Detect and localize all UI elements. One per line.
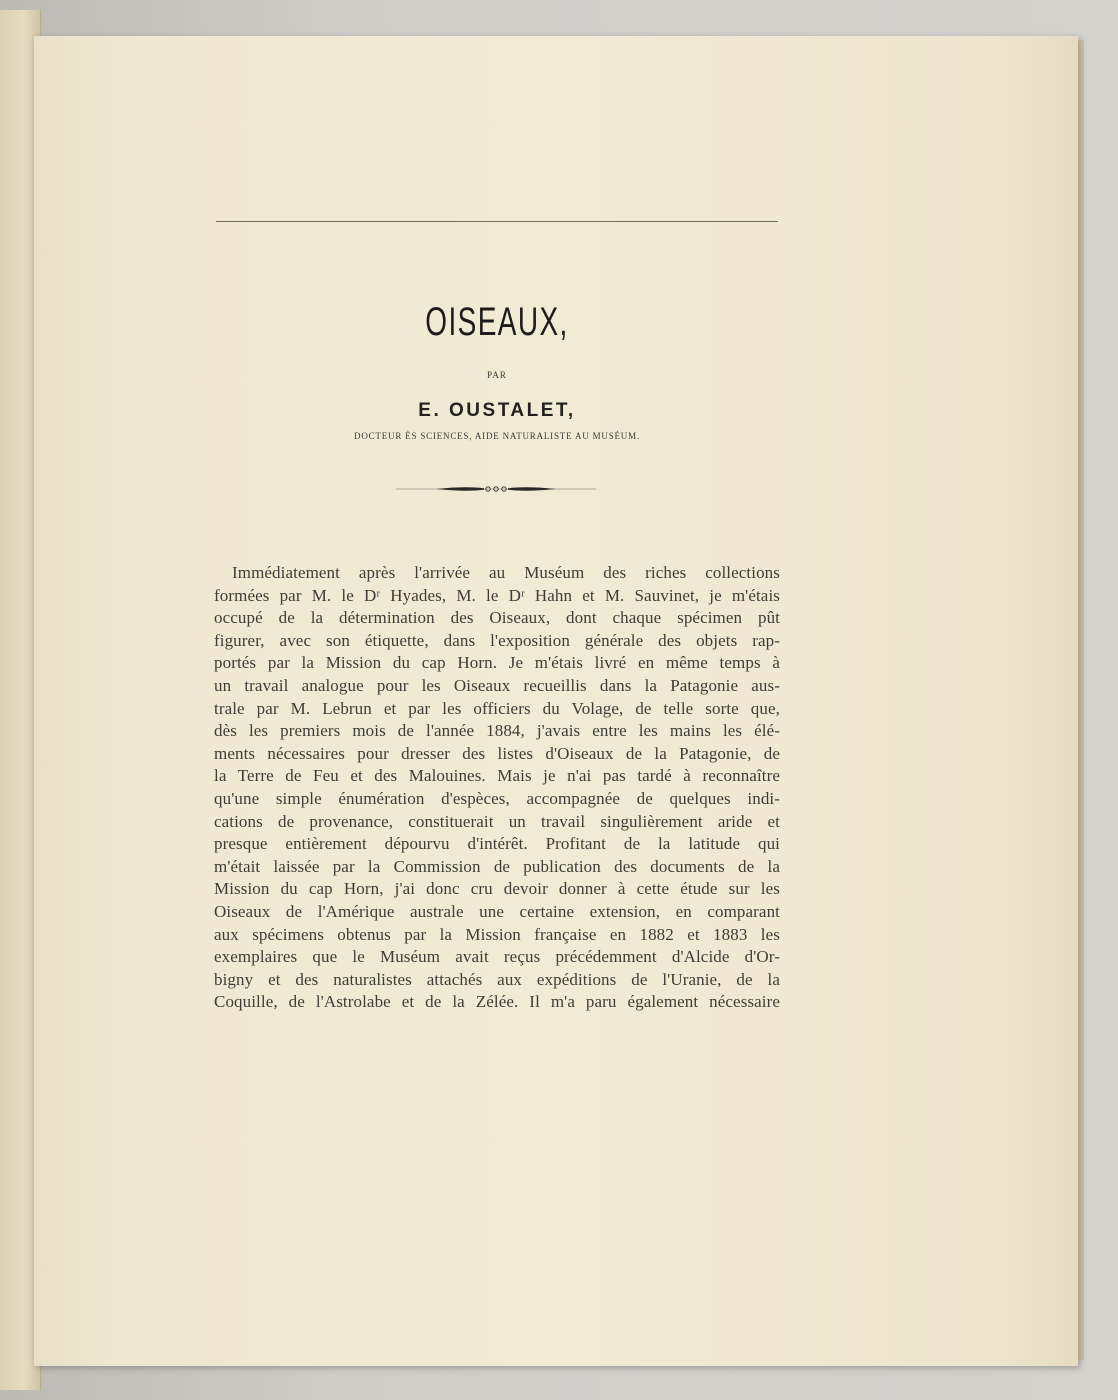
- header-rule: [216, 221, 778, 222]
- author-credentials: DOCTEUR ÈS SCIENCES, AIDE NATURALISTE AU MUSÉUM.: [354, 431, 640, 441]
- text-line: Coquille, de l'Astrolabe et de la Zélée. Il m'a paru également nécessaire: [214, 992, 780, 1012]
- text-line: la Terre de Feu et des Malouines. Mais je n'ai pas tardé à reconnaître: [214, 766, 780, 786]
- text-line: portés par la Mission du cap Horn. Je m'étais livré en même temps à: [214, 653, 780, 673]
- text-line: Immédiatement après l'arrivée au Muséum des riches collections: [232, 563, 780, 582]
- text-line: exemplaires que le Muséum avait reçus précédemment d'Alcide d'Or-: [214, 947, 780, 967]
- text-line: un travail analogue pour les Oiseaux recueillis dans la Patagonie aus-: [214, 675, 780, 695]
- text-line: presque entièrement dépourvu d'intérêt. Profitant de la latitude qui: [214, 834, 780, 854]
- text-line: trale par M. Lebrun et par les officiers du Volage, de telle sorte que,: [214, 698, 780, 718]
- text-line: bigny et des naturalistes attachés aux expéditions de l'Uranie, de la: [214, 969, 780, 989]
- text-line: formées par M. le Dʳ Hyades, M. le Dʳ Hahn et M. Sauvinet, je m'étais: [214, 585, 780, 605]
- text-line: ments nécessaires pour dresser des listes d'Oiseaux de la Patagonie, de: [214, 743, 780, 763]
- fleuron-rule-icon: [396, 482, 596, 496]
- text-line: Oiseaux de l'Amérique australe une certaine extension, en comparant: [214, 901, 780, 921]
- body-paragraph: [214, 562, 780, 1014]
- author-name: E. OUSTALET,: [418, 400, 576, 421]
- text-line: dès les premiers mois de l'année 1884, j'avais entre les mains les élé-: [214, 721, 780, 741]
- text-line: cations de provenance, constituerait un travail singulièrement aride et: [214, 811, 780, 831]
- text-line: qu'une simple énumération d'espèces, accompagnée de quelques indi-: [214, 788, 780, 808]
- text-line: figurer, avec son étiquette, dans l'exposition générale des objets rap-: [214, 630, 780, 650]
- text-line: m'était laissée par la Commission de publication des documents de la: [214, 856, 780, 876]
- by-label: PAR: [487, 370, 507, 380]
- text-line: aux spécimens obtenus par la Mission française en 1882 et 1883 les: [214, 924, 780, 944]
- page-title: OISEAUX,: [425, 300, 569, 344]
- text-line: Mission du cap Horn, j'ai donc cru devoir donner à cette étude sur les: [214, 879, 780, 899]
- text-line: occupé de la détermination des Oiseaux, dont chaque spécimen pût: [214, 608, 780, 628]
